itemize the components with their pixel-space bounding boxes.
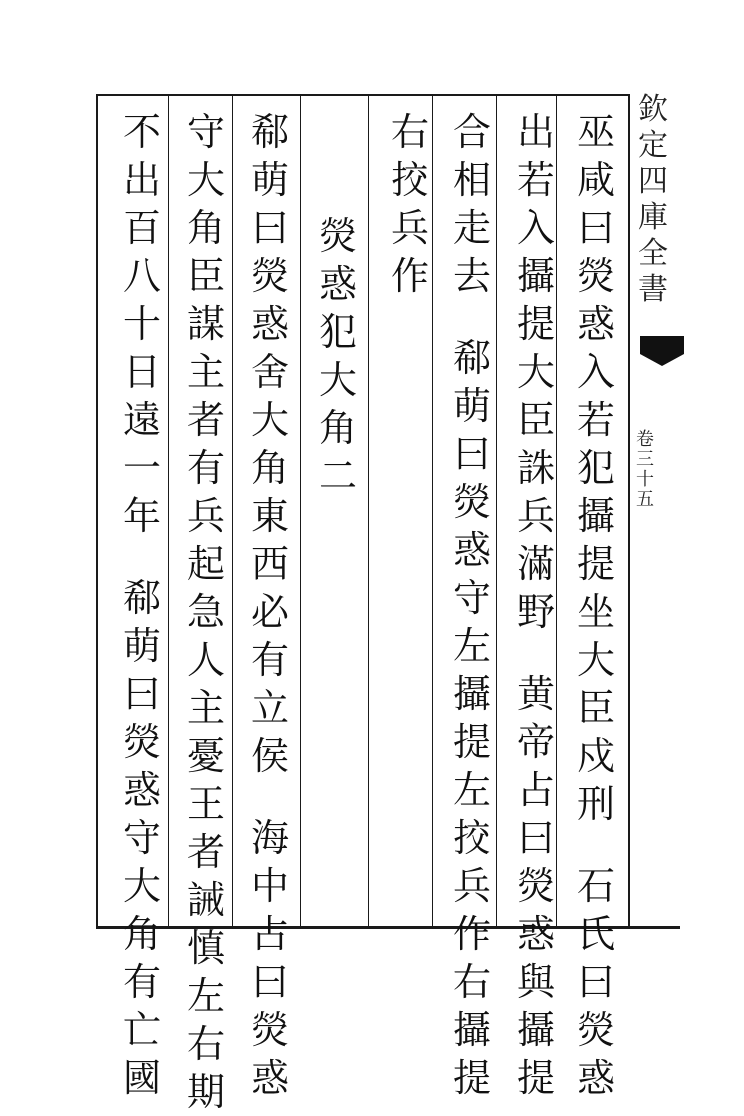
glyph: 黄 <box>516 672 555 716</box>
glyph: 中 <box>250 864 289 908</box>
glyph: 主 <box>186 350 225 394</box>
glyph: 作 <box>452 912 491 956</box>
glyph: 曰 <box>452 432 491 476</box>
glyph: 期 <box>186 1070 225 1114</box>
glyph: 守 <box>452 576 491 620</box>
glyph: 熒 <box>250 254 289 298</box>
glyph: 入 <box>516 206 555 250</box>
text-column <box>176 108 236 1116</box>
glyph: 挍 <box>390 158 429 202</box>
glyph: 出 <box>516 110 555 154</box>
text-column <box>442 108 502 1102</box>
glyph: 舍 <box>250 350 289 394</box>
glyph: 提 <box>452 720 491 764</box>
text-column <box>506 108 566 1102</box>
glyph: 攝 <box>452 1008 491 1052</box>
text-segment <box>386 108 434 300</box>
glyph: 慎 <box>186 926 225 970</box>
glyph: 侯 <box>250 734 289 778</box>
glyph: 曰 <box>122 672 161 716</box>
glyph: 惑 <box>576 1056 615 1100</box>
text-segment <box>512 108 560 636</box>
glyph: 百 <box>122 206 161 250</box>
glyph: 咸 <box>576 158 615 202</box>
glyph: 八 <box>122 254 161 298</box>
glyph: 熒 <box>576 1008 615 1052</box>
glyph: 占 <box>250 912 289 956</box>
text-segment <box>572 108 620 828</box>
margin-title-char: 庫 <box>638 200 668 235</box>
glyph: 守 <box>122 816 161 860</box>
glyph: 角 <box>250 446 289 490</box>
glyph: 若 <box>576 398 615 442</box>
margin-title-char: 定 <box>638 128 668 163</box>
glyph: 左 <box>452 624 491 668</box>
volume-char: 十 <box>636 469 654 490</box>
top-border <box>98 94 628 96</box>
glyph: 熒 <box>318 214 357 258</box>
glyph: 大 <box>250 398 289 442</box>
glyph: 十 <box>122 302 161 346</box>
glyph: 大 <box>122 864 161 908</box>
glyph: 憂 <box>186 734 225 778</box>
glyph: 帝 <box>516 720 555 764</box>
glyph: 角 <box>318 406 357 450</box>
text-column <box>240 108 300 1102</box>
text-column <box>112 108 172 1102</box>
glyph: 郗 <box>250 110 289 154</box>
glyph: 與 <box>516 960 555 1004</box>
glyph: 誡 <box>186 878 225 922</box>
glyph: 不 <box>122 110 161 154</box>
glyph: 刑 <box>576 782 615 826</box>
text-segment <box>118 108 166 540</box>
glyph: 角 <box>122 912 161 956</box>
glyph: 去 <box>452 254 491 298</box>
glyph: 大 <box>576 638 615 682</box>
glyph: 坐 <box>576 590 615 634</box>
glyph: 大 <box>318 358 357 402</box>
glyph: 熒 <box>516 864 555 908</box>
glyph: 曰 <box>576 960 615 1004</box>
glyph: 年 <box>122 494 161 538</box>
volume-number <box>636 430 654 510</box>
text-segment <box>246 814 294 1102</box>
column-divider <box>300 96 301 926</box>
glyph: 曰 <box>576 206 615 250</box>
glyph: 曰 <box>516 816 555 860</box>
glyph: 惑 <box>318 262 357 306</box>
glyph: 日 <box>122 350 161 394</box>
glyph: 守 <box>186 110 225 154</box>
glyph: 兵 <box>516 494 555 538</box>
glyph: 巫 <box>576 110 615 154</box>
glyph: 作 <box>390 254 429 298</box>
glyph: 王 <box>186 782 225 826</box>
glyph: 郗 <box>452 336 491 380</box>
glyph: 提 <box>516 1056 555 1100</box>
book-title-margin <box>630 92 676 308</box>
glyph: 相 <box>452 158 491 202</box>
glyph: 兵 <box>186 494 225 538</box>
margin-title-char: 四 <box>638 164 668 199</box>
glyph: 起 <box>186 542 225 586</box>
outer-left-border <box>96 94 98 928</box>
glyph: 臣 <box>576 686 615 730</box>
glyph: 惑 <box>576 302 615 346</box>
glyph: 右 <box>452 960 491 1004</box>
glyph: 走 <box>452 206 491 250</box>
text-segment <box>448 108 496 300</box>
glyph: 右 <box>390 110 429 154</box>
glyph: 熒 <box>452 480 491 524</box>
glyph: 合 <box>452 110 491 154</box>
glyph: 兵 <box>390 206 429 250</box>
volume-char: 三 <box>636 449 654 470</box>
glyph: 右 <box>186 1022 225 1066</box>
glyph: 提 <box>576 542 615 586</box>
glyph: 兵 <box>452 864 491 908</box>
text-segment <box>512 670 560 1102</box>
glyph: 占 <box>516 768 555 812</box>
glyph: 攝 <box>516 254 555 298</box>
glyph: 左 <box>452 768 491 812</box>
text-column <box>380 108 440 300</box>
margin-title-char: 書 <box>638 272 668 307</box>
glyph: 郗 <box>122 576 161 620</box>
glyph: 戍 <box>576 734 615 778</box>
fishtail-mark-icon <box>640 336 684 366</box>
glyph: 謀 <box>186 302 225 346</box>
glyph: 曰 <box>250 206 289 250</box>
margin-title-char: 欽 <box>638 92 668 127</box>
glyph: 有 <box>186 446 225 490</box>
text-segment <box>246 108 294 780</box>
glyph: 惑 <box>122 768 161 812</box>
glyph: 者 <box>186 830 225 874</box>
glyph: 萌 <box>250 158 289 202</box>
glyph: 若 <box>516 158 555 202</box>
glyph: 攝 <box>516 1008 555 1052</box>
glyph: 攝 <box>452 672 491 716</box>
volume-char: 五 <box>636 489 654 510</box>
column-divider <box>368 96 369 926</box>
glyph: 提 <box>516 302 555 346</box>
text-segment <box>572 862 620 1102</box>
glyph: 東 <box>250 494 289 538</box>
glyph: 入 <box>576 350 615 394</box>
glyph: 角 <box>186 206 225 250</box>
text-segment <box>182 108 230 1116</box>
glyph: 滿 <box>516 542 555 586</box>
glyph: 大 <box>186 158 225 202</box>
glyph: 萌 <box>452 384 491 428</box>
glyph: 提 <box>452 1056 491 1100</box>
glyph: 有 <box>122 960 161 1004</box>
glyph: 石 <box>576 864 615 908</box>
glyph: 熒 <box>576 254 615 298</box>
glyph: 惑 <box>516 912 555 956</box>
glyph: 西 <box>250 542 289 586</box>
glyph: 惑 <box>452 528 491 572</box>
text-segment <box>448 334 496 1102</box>
glyph: 必 <box>250 590 289 634</box>
glyph: 臣 <box>186 254 225 298</box>
glyph: 熒 <box>250 1008 289 1052</box>
glyph: 挍 <box>452 816 491 860</box>
glyph: 主 <box>186 686 225 730</box>
glyph: 有 <box>250 638 289 682</box>
glyph: 一 <box>122 446 161 490</box>
glyph: 立 <box>250 686 289 730</box>
glyph: 者 <box>186 398 225 442</box>
glyph: 惑 <box>250 302 289 346</box>
glyph: 惑 <box>250 1056 289 1100</box>
glyph: 攝 <box>576 494 615 538</box>
glyph: 海 <box>250 816 289 860</box>
glyph: 萌 <box>122 624 161 668</box>
glyph: 遠 <box>122 398 161 442</box>
text-segment <box>118 574 166 1102</box>
glyph: 二 <box>318 454 357 498</box>
glyph: 出 <box>122 158 161 202</box>
glyph: 急 <box>186 590 225 634</box>
glyph: 誅 <box>516 446 555 490</box>
margin-title-char: 全 <box>638 236 668 271</box>
text-column <box>308 212 368 500</box>
glyph: 犯 <box>318 310 357 354</box>
text-column <box>566 108 626 1102</box>
glyph: 亡 <box>122 1008 161 1052</box>
glyph: 熒 <box>122 720 161 764</box>
glyph: 曰 <box>250 960 289 1004</box>
glyph: 國 <box>122 1056 161 1100</box>
glyph: 左 <box>186 974 225 1018</box>
glyph: 臣 <box>516 398 555 442</box>
glyph: 野 <box>516 590 555 634</box>
glyph: 氏 <box>576 912 615 956</box>
text-segment <box>314 212 362 500</box>
volume-char: 卷 <box>636 429 654 450</box>
glyph: 大 <box>516 350 555 394</box>
glyph: 人 <box>186 638 225 682</box>
glyph: 犯 <box>576 446 615 490</box>
